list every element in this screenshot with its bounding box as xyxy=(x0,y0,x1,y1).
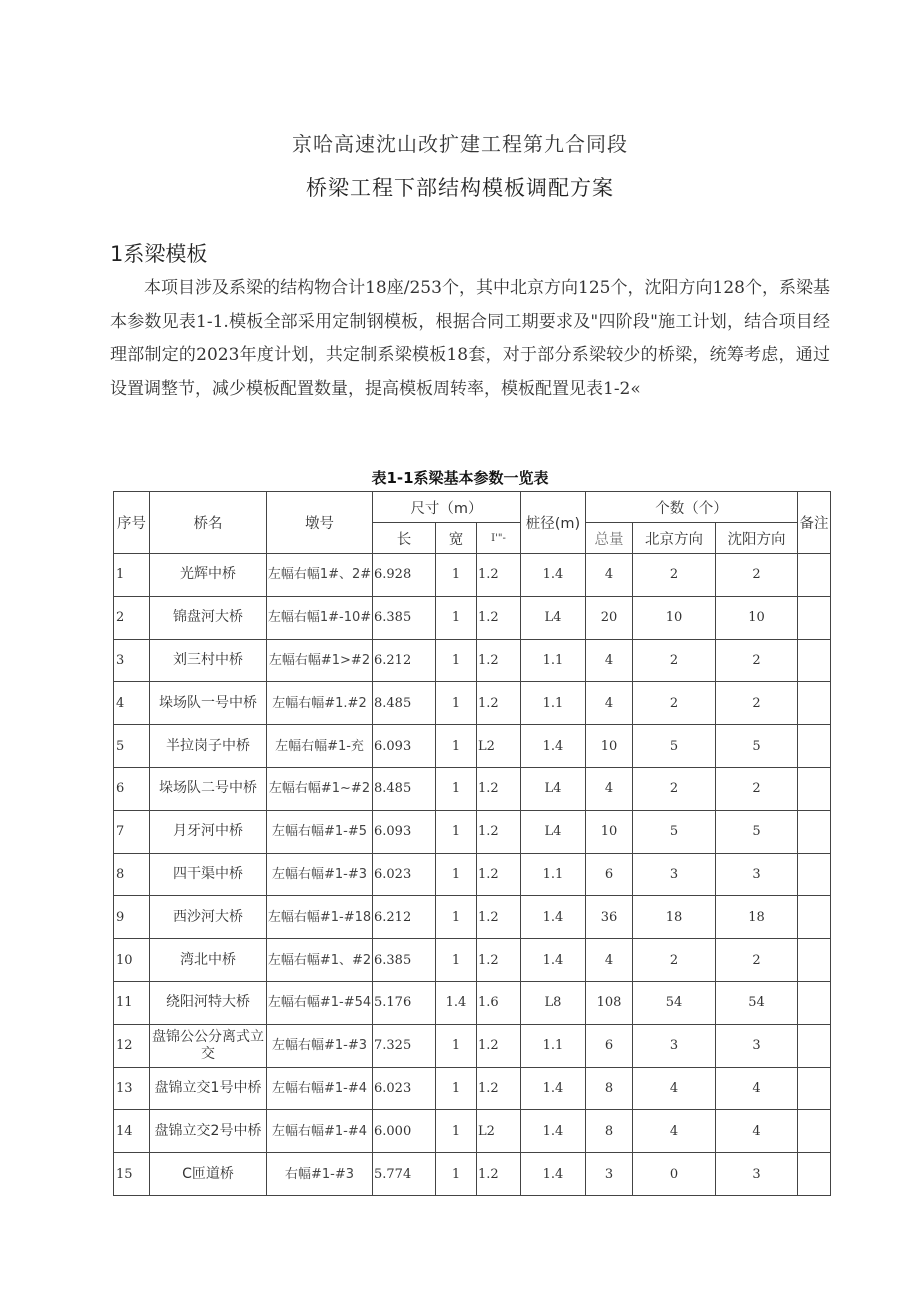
cell-total: 8 xyxy=(586,1110,633,1153)
cell-seq: 13 xyxy=(114,1067,150,1110)
cell-pier-no: 左幅右幅#1-#3 xyxy=(267,1024,373,1067)
cell-bridge-name: 湾北中桥 xyxy=(150,939,267,982)
header-height: I'"- xyxy=(477,523,521,554)
cell-shenyang: 2 xyxy=(716,639,798,682)
cell-total: 4 xyxy=(586,767,633,810)
cell-seq: 9 xyxy=(114,896,150,939)
cell-seq: 12 xyxy=(114,1024,150,1067)
cell-width: 1 xyxy=(436,596,477,639)
cell-seq: 10 xyxy=(114,939,150,982)
table-row xyxy=(114,639,831,682)
cell-seq: 14 xyxy=(114,1110,150,1153)
cell-seq: 8 xyxy=(114,853,150,896)
cell-width: 1 xyxy=(436,639,477,682)
tie-beam-parameter-table xyxy=(113,491,831,1196)
cell-width: 1 xyxy=(436,1067,477,1110)
cell-bridge-name: 西沙河大桥 xyxy=(150,896,267,939)
cell-beijing: 0 xyxy=(633,1153,716,1196)
table-row xyxy=(114,939,831,982)
cell-shenyang: 5 xyxy=(716,810,798,853)
cell-length: 6.093 xyxy=(373,810,436,853)
cell-total: 4 xyxy=(586,682,633,725)
cell-width: 1 xyxy=(436,810,477,853)
cell-seq: 7 xyxy=(114,810,150,853)
cell-remark xyxy=(798,810,831,853)
cell-length: 6.385 xyxy=(373,939,436,982)
cell-length: 8.485 xyxy=(373,767,436,810)
cell-beijing: 54 xyxy=(633,981,716,1024)
header-size: 尺寸（m） xyxy=(373,492,521,523)
header-total: 总量 xyxy=(586,523,633,554)
cell-length: 6.093 xyxy=(373,725,436,768)
cell-total: 3 xyxy=(586,1153,633,1196)
header-length: 长 xyxy=(373,523,436,554)
cell-length: 6.212 xyxy=(373,639,436,682)
table-row xyxy=(114,896,831,939)
cell-seq: 2 xyxy=(114,596,150,639)
cell-total: 6 xyxy=(586,1024,633,1067)
cell-seq: 11 xyxy=(114,981,150,1024)
cell-width: 1 xyxy=(436,1110,477,1153)
cell-shenyang: 10 xyxy=(716,596,798,639)
cell-shenyang: 18 xyxy=(716,896,798,939)
cell-beijing: 2 xyxy=(633,939,716,982)
cell-shenyang: 4 xyxy=(716,1110,798,1153)
cell-remark xyxy=(798,1024,831,1067)
cell-beijing: 3 xyxy=(633,1024,716,1067)
cell-shenyang: 2 xyxy=(716,767,798,810)
cell-bridge-name: C匝道桥 xyxy=(150,1153,267,1196)
cell-seq: 4 xyxy=(114,682,150,725)
table-row xyxy=(114,1153,831,1196)
cell-remark xyxy=(798,1153,831,1196)
cell-pier-no: 左幅右幅#1、#2 xyxy=(267,939,373,982)
cell-bridge-name: 锦盘河大桥 xyxy=(150,596,267,639)
cell-remark xyxy=(798,939,831,982)
cell-remark xyxy=(798,639,831,682)
cell-height: L2 xyxy=(477,725,521,768)
cell-bridge-name: 垛场队二号中桥 xyxy=(150,767,267,810)
cell-width: 1 xyxy=(436,853,477,896)
cell-bridge-name: 绕阳河特大桥 xyxy=(150,981,267,1024)
cell-remark xyxy=(798,682,831,725)
cell-length: 6.000 xyxy=(373,1110,436,1153)
cell-height: 1.2 xyxy=(477,853,521,896)
cell-length: 6.023 xyxy=(373,1067,436,1110)
cell-remark xyxy=(798,981,831,1024)
cell-remark xyxy=(798,1110,831,1153)
cell-width: 1 xyxy=(436,725,477,768)
cell-remark xyxy=(798,767,831,810)
cell-length: 6.385 xyxy=(373,596,436,639)
cell-shenyang: 2 xyxy=(716,682,798,725)
cell-pile-diameter: 1.1 xyxy=(521,639,586,682)
cell-total: 10 xyxy=(586,725,633,768)
cell-length: 6.212 xyxy=(373,896,436,939)
cell-width: 1 xyxy=(436,767,477,810)
cell-pile-diameter: 1.4 xyxy=(521,554,586,597)
cell-pile-diameter: 1.1 xyxy=(521,1024,586,1067)
cell-seq: 5 xyxy=(114,725,150,768)
cell-width: 1.4 xyxy=(436,981,477,1024)
cell-total: 10 xyxy=(586,810,633,853)
cell-pile-diameter: L4 xyxy=(521,767,586,810)
cell-height: 1.2 xyxy=(477,939,521,982)
cell-pile-diameter: L4 xyxy=(521,810,586,853)
header-pile-diameter: 桩径(m) xyxy=(521,492,586,554)
cell-pile-diameter: 1.1 xyxy=(521,853,586,896)
header-beijing: 北京方向 xyxy=(633,523,716,554)
cell-beijing: 4 xyxy=(633,1110,716,1153)
cell-total: 4 xyxy=(586,939,633,982)
cell-beijing: 3 xyxy=(633,853,716,896)
cell-height: 1.2 xyxy=(477,596,521,639)
cell-shenyang: 3 xyxy=(716,853,798,896)
table-row xyxy=(114,596,831,639)
cell-bridge-name: 盘锦公公分离式立交 xyxy=(150,1024,267,1067)
cell-shenyang: 5 xyxy=(716,725,798,768)
table-row xyxy=(114,725,831,768)
cell-pier-no: 左幅右幅#1-#3 xyxy=(267,853,373,896)
cell-length: 5.774 xyxy=(373,1153,436,1196)
cell-bridge-name: 盘锦立交1号中桥 xyxy=(150,1067,267,1110)
cell-pier-no: 左幅右幅#1-#54 xyxy=(267,981,373,1024)
header-remark: 备注 xyxy=(798,492,831,554)
cell-bridge-name: 光辉中桥 xyxy=(150,554,267,597)
table-row xyxy=(114,810,831,853)
cell-width: 1 xyxy=(436,939,477,982)
cell-beijing: 2 xyxy=(633,639,716,682)
cell-length: 5.176 xyxy=(373,981,436,1024)
cell-pile-diameter: 1.4 xyxy=(521,1067,586,1110)
cell-seq: 15 xyxy=(114,1153,150,1196)
cell-total: 6 xyxy=(586,853,633,896)
table-row xyxy=(114,767,831,810)
cell-total: 36 xyxy=(586,896,633,939)
cell-pile-diameter: 1.4 xyxy=(521,896,586,939)
cell-beijing: 5 xyxy=(633,810,716,853)
cell-pier-no: 左幅右幅#1~#2 xyxy=(267,767,373,810)
cell-height: 1.2 xyxy=(477,810,521,853)
cell-remark xyxy=(798,896,831,939)
cell-height: 1.2 xyxy=(477,767,521,810)
table-row xyxy=(114,853,831,896)
cell-beijing: 10 xyxy=(633,596,716,639)
cell-total: 4 xyxy=(586,639,633,682)
cell-shenyang: 2 xyxy=(716,554,798,597)
table-row xyxy=(114,1110,831,1153)
table-row xyxy=(114,554,831,597)
cell-pile-diameter: 1.1 xyxy=(521,682,586,725)
cell-height: 1.2 xyxy=(477,1153,521,1196)
cell-width: 1 xyxy=(436,1153,477,1196)
cell-length: 6.023 xyxy=(373,853,436,896)
cell-pile-diameter: 1.4 xyxy=(521,939,586,982)
cell-pile-diameter: 1.4 xyxy=(521,1153,586,1196)
cell-remark xyxy=(798,596,831,639)
table-body xyxy=(114,554,831,1196)
header-pier-no: 墩号 xyxy=(267,492,373,554)
cell-beijing: 18 xyxy=(633,896,716,939)
cell-shenyang: 3 xyxy=(716,1024,798,1067)
cell-pier-no: 左幅右幅#1>#2 xyxy=(267,639,373,682)
table-caption: 表1-1系梁基本参数一览表 xyxy=(371,469,549,487)
cell-bridge-name: 月牙河中桥 xyxy=(150,810,267,853)
cell-pier-no: 右幅#1-#3 xyxy=(267,1153,373,1196)
cell-pier-no: 左幅右幅1#-10# xyxy=(267,596,373,639)
cell-pier-no: 左幅右幅#1.#2 xyxy=(267,682,373,725)
cell-height: 1.2 xyxy=(477,1024,521,1067)
doc-title-line1: 京哈高速沈山改扩建工程第九合同段 xyxy=(292,132,628,156)
cell-height: 1.2 xyxy=(477,1067,521,1110)
header-shenyang: 沈阳方向 xyxy=(716,523,798,554)
cell-beijing: 2 xyxy=(633,554,716,597)
cell-seq: 1 xyxy=(114,554,150,597)
cell-total: 108 xyxy=(586,981,633,1024)
cell-bridge-name: 四干渠中桥 xyxy=(150,853,267,896)
cell-pile-diameter: 1.4 xyxy=(521,725,586,768)
header-seq: 序号 xyxy=(114,492,150,554)
cell-pier-no: 左幅右幅#1-#4 xyxy=(267,1110,373,1153)
cell-height: 1.2 xyxy=(477,639,521,682)
cell-width: 1 xyxy=(436,554,477,597)
cell-pier-no: 左幅右幅1#、2# xyxy=(267,554,373,597)
cell-remark xyxy=(798,853,831,896)
cell-pile-diameter: 1.4 xyxy=(521,1110,586,1153)
cell-remark xyxy=(798,725,831,768)
cell-seq: 6 xyxy=(114,767,150,810)
cell-shenyang: 4 xyxy=(716,1067,798,1110)
cell-pier-no: 左幅右幅#1-#4 xyxy=(267,1067,373,1110)
header-count: 个数（个） xyxy=(586,492,798,523)
cell-remark xyxy=(798,554,831,597)
cell-total: 4 xyxy=(586,554,633,597)
cell-length: 7.325 xyxy=(373,1024,436,1067)
doc-title-line2: 桥梁工程下部结构模板调配方案 xyxy=(306,176,614,200)
cell-shenyang: 54 xyxy=(716,981,798,1024)
cell-shenyang: 3 xyxy=(716,1153,798,1196)
cell-beijing: 4 xyxy=(633,1067,716,1110)
section-heading: 1系梁模板 xyxy=(110,242,208,266)
table-row xyxy=(114,682,831,725)
table-row xyxy=(114,1067,831,1110)
cell-height: 1.2 xyxy=(477,682,521,725)
table-row xyxy=(114,981,831,1024)
cell-pile-diameter: L8 xyxy=(521,981,586,1024)
table-row xyxy=(114,1024,831,1067)
cell-total: 20 xyxy=(586,596,633,639)
cell-bridge-name: 盘锦立交2号中桥 xyxy=(150,1110,267,1153)
cell-bridge-name: 半拉岗子中桥 xyxy=(150,725,267,768)
cell-height: 1.6 xyxy=(477,981,521,1024)
cell-width: 1 xyxy=(436,896,477,939)
cell-height: 1.2 xyxy=(477,896,521,939)
cell-beijing: 2 xyxy=(633,682,716,725)
cell-length: 8.485 xyxy=(373,682,436,725)
cell-beijing: 5 xyxy=(633,725,716,768)
cell-bridge-name: 刘三村中桥 xyxy=(150,639,267,682)
cell-seq: 3 xyxy=(114,639,150,682)
cell-height: L2 xyxy=(477,1110,521,1153)
cell-height: 1.2 xyxy=(477,554,521,597)
cell-shenyang: 2 xyxy=(716,939,798,982)
cell-bridge-name: 垛场队一号中桥 xyxy=(150,682,267,725)
cell-beijing: 2 xyxy=(633,767,716,810)
header-width: 宽 xyxy=(436,523,477,554)
cell-pile-diameter: L4 xyxy=(521,596,586,639)
cell-pier-no: 左幅右幅#1-充 xyxy=(267,725,373,768)
cell-total: 8 xyxy=(586,1067,633,1110)
cell-width: 1 xyxy=(436,682,477,725)
cell-pier-no: 左幅右幅#1-#5 xyxy=(267,810,373,853)
header-bridge-name: 桥名 xyxy=(150,492,267,554)
intro-paragraph: 本项目涉及系梁的结构物合计18座/253个，其中北京方向125个，沈阳方向128个，系梁基本参数见表1-1.模板全部采用定制钢模板，根据合同工期要求及"四阶段"施工计划，结合项目经理部制定的2023年度计划，共定制系梁模板18套，对于部分系梁较少的桥梁，统筹考虑，通过设置调整节，减少模板配置数量，提高模板周转率，模板配置见表1-2« xyxy=(110,278,830,399)
cell-length: 6.928 xyxy=(373,554,436,597)
cell-remark xyxy=(798,1067,831,1110)
cell-width: 1 xyxy=(436,1024,477,1067)
cell-pier-no: 左幅右幅#1-#18 xyxy=(267,896,373,939)
